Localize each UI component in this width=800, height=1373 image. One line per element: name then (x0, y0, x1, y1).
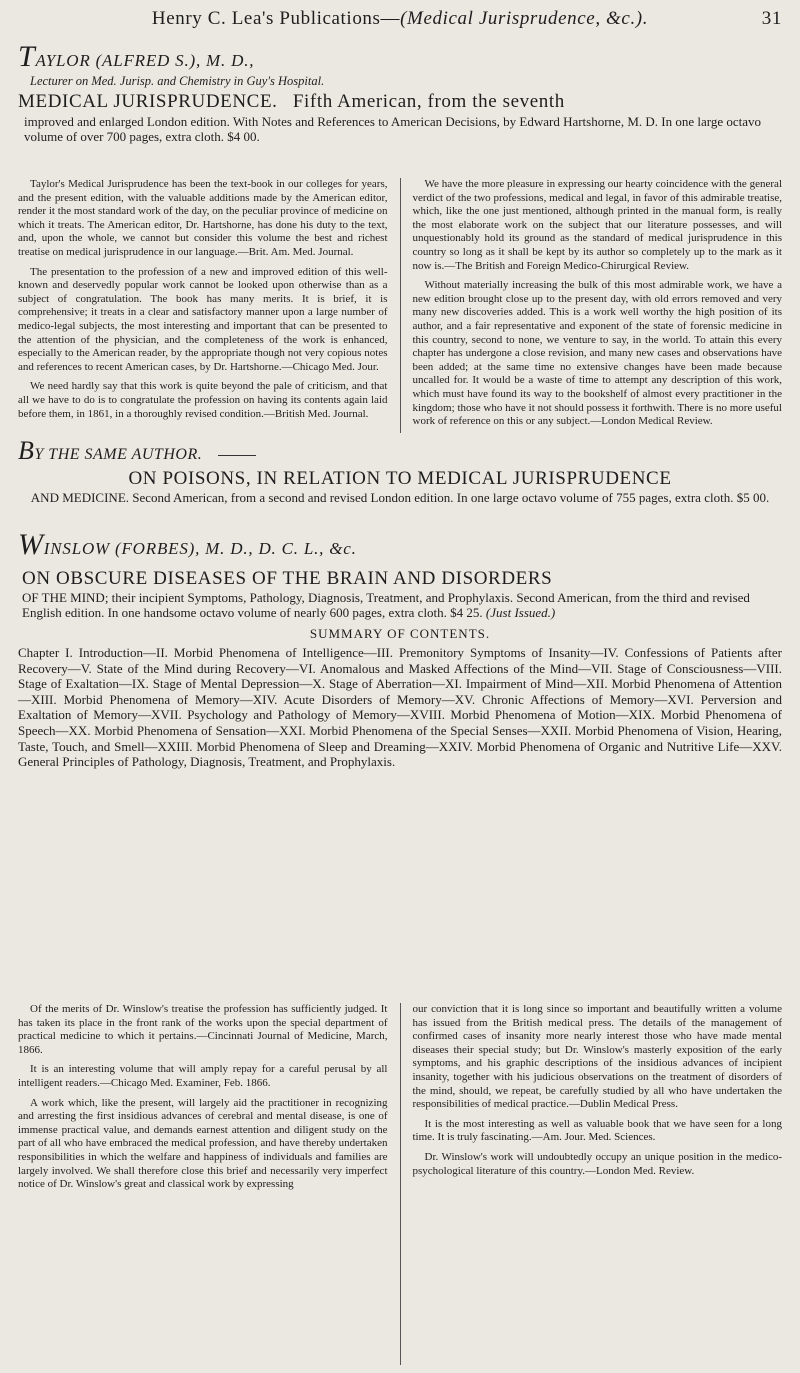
taylor-details: improved and enlarged London edition. With Notes and References to American Decisions, by Edward Hartshorne, M. D. In one large octavo volume of over 700 pages, extra cloth. $4 00. (24, 114, 762, 144)
summary-heading: SUMMARY OF CONTENTS. (309, 626, 491, 641)
taylor-author (18, 40, 782, 74)
taylor-position: Lecturer on Med. Jurisp. and Chemistry in Guy's Hospital. (30, 74, 325, 88)
review-paragraph: We need hardly say that this work is quite beyond the pale of criticism, and that all we have to do is to congratulate the profession on having its contents again laid before them, in 1861, in a thoroughly revised condition.—British Med. Journal. (18, 380, 388, 420)
review-paragraph: our conviction that it is long since so important and beautifully written a volume has issued from the British medical press. The details of the management of confirmed cases of insanity more nearly interest those who have made mental diseases their special study; but Dr. Winslow's masterly exposition of the early symptoms, and his graphic descriptions of the insidious advances of incipient insanity, together with his judicious observations on the treatment of disorders of the mind, should, we repeat, be carefully studied by all who have undertaken the responsibilities of medical practice.—Dublin Medical Press. (412, 1003, 782, 1111)
review-paragraph: Taylor's Medical Jurisprudence has been the text-book in our colleges for years, and the present edition, with the valuable additions made by the American editor, render it the most standard work of the day, on the peculiar province of medicine on which it treats. The American editor, Dr. Hartshorne, has done his duty to the text, and, upon the whole, we cannot but consider this volume the best and richest treatise on medical jurisprudence in our language.—Brit. Am. Med. Journal. (18, 178, 388, 258)
winslow-entry (18, 528, 782, 770)
taylor-reviews (18, 178, 782, 433)
page-number: 31 (761, 8, 782, 29)
review-paragraph: We have the more pleasure in expressing our hearty coincidence with the general verdict of the two professions, medical and legal, in favor of this admirable treatise, which, like the one just mentioned, although printed in the manual form, is really the most elaborate work on the subject that our literature possesses, and will unquestionably hold its ground as the standard of medical jurisprudence in this country so long as it shall be kept by its author so completely up to the mark as it now is.—The British and Foreign Medico-Chirurgical Review. (412, 178, 782, 272)
poisons-title: ON POISONS, IN RELATION TO MEDICAL JURISPRUDENCE (128, 468, 672, 489)
review-paragraph: A work which, like the present, will largely aid the practitioner in recognizing and arresting the first insidious advances of cerebral and mental disease, is one of immense practical value, and demands earnest attention and diligent study on the part of all who have embraced the medical profession, and have thereby undertaken responsibilities in which the welfare and happiness of individuals and families are largely involved. We shall therefore close this brief and necessarily very imperfect notice of Dr. Winslow's great and classical work by expressing (18, 1096, 388, 1191)
winslow-review-column-right (413, 1003, 783, 1365)
review-paragraph: Dr. Winslow's work will undoubtedly occupy an unique position in the medico-psychological literature of this country.—London Med. Review. (412, 1150, 782, 1177)
winslow-book-title: ON OBSCURE DISEASES OF THE BRAIN AND DISORDERS (22, 568, 553, 589)
section-heading: (Medical Jurisprudence, &c.). (400, 8, 649, 29)
summary-contents: Chapter I. Introduction—II. Morbid Phenomena of Intelligence—III. Premonitory Symptoms of Insanity—IV. Confessions of Patients after Recovery—V. State of the Mind during Recovery—VI. Anomalous and Masked Affections of the Mind—VII. Stage of Consciousness—VIII. Stage of Exaltation—IX. Stage of Mental Depression—X. Stage of Aberration—XI. Impairment of Mind—XII. Morbid Phenomena of Attention—XIII. Morbid Phenomena of Memory—XIV. Acute Disorders of Memory—XV. Chronic Affections of Memory—XVI. Perversion and Exaltation of Memory—XVII. Psychology and Pathology of Memory—XVIII. Morbid Phenomena of Motion—XIX. Morbid Phenomena of Speech—XX. Morbid Phenomena of Sensation—XXI. Morbid Phenomena of the Special Senses—XXII. Morbid Phenomena of Vision, Hearing, Taste, Touch, and Smell—XXIII. Morbid Phenomena of Sleep and Dreaming—XXIV. Morbid Phenomena of Organic and Nutritive Life—XXV. General Principles of Pathology, Diagnosis, Treatment, and Prophylaxis. (18, 645, 782, 770)
winslow-detail-text: OF THE MIND; their incipient Symptoms, Pathology, Diagnosis, Treatment, and Prophylaxis. Second American, from the third and revised English edition. In one handsome octavo volume of nearly 600 pages, extra cloth. $4 25. (22, 590, 750, 620)
running-head (18, 8, 782, 30)
taylor-review-column-right (413, 178, 783, 433)
winslow-reviews (18, 1003, 782, 1365)
same-author-label: Y THE SAME AUTHOR. (34, 446, 203, 463)
review-paragraph: Without materially increasing the bulk of this most admirable work, we have a new edition brought close up to the present day, with old errors removed and very many new discoveries added. This is a work well worthy the high position of its author, and a fair representative and exponent of the state of forensic medicine in this country, second to none, we venture to say, in the world. To attain this every chapter has undergone a close revision, and many new cases and observations have been added; at the same time no extensive changes have been made because uncalled for. It would be a waste of time to attempt any description of this work, which must have found its way to the bookshelf of almost every practitioner in the kingdom; those who have it not should possess it forthwith. There is no more useful work of reference on this or any subject.—London Medical Review. (412, 279, 782, 428)
review-paragraph: Of the merits of Dr. Winslow's treatise the profession has sufficiently judged. It has taken its place in the front rank of the works upon the special department of practical medicine to which it pertains.—Cincinnati Journal of Medicine, March, 1866. (18, 1003, 388, 1056)
review-paragraph: It is the most interesting as well as valuable book that we have seen for a long time. It is truly fascinating.—Am. Jour. Med. Sciences. (412, 1117, 782, 1144)
taylor-title-line (18, 91, 782, 113)
drop-initial-w: W (18, 528, 44, 561)
taylor-edition: Fifth American, from the seventh (292, 91, 565, 112)
publisher-heading: Henry C. Lea's Publications— (151, 8, 401, 29)
poisons-details: AND MEDICINE. Second American, from a second and revised London edition. In one large octavo volume of 755 pages, extra cloth. $5 00. (30, 490, 770, 505)
taylor-book-title: MEDICAL JURISPRUDENCE. (18, 91, 278, 112)
taylor-name: AYLOR (ALFRED S.), M. D., (35, 51, 255, 70)
column-divider (400, 1003, 401, 1365)
review-paragraph: It is an interesting volume that will amply repay for a careful perusal by all intelligent readers.—Chicago Med. Examiner, Feb. 1866. (18, 1063, 388, 1089)
winslow-name: INSLOW (FORBES), M. D., D. C. L., &c. (43, 539, 357, 558)
heading-rule (218, 455, 256, 456)
drop-initial-t: T (18, 40, 36, 73)
same-author-heading (18, 436, 782, 466)
winslow-review-column-left (18, 1003, 388, 1365)
taylor-entry (18, 40, 782, 144)
winslow-details (22, 590, 782, 620)
same-author-entry (18, 436, 782, 505)
just-issued-note: (Just Issued.) (485, 605, 556, 620)
drop-initial-b: B (18, 436, 35, 465)
taylor-review-column-left (18, 178, 388, 433)
review-paragraph: The presentation to the profession of a new and improved edition of this well-known and deservedly popular work cannot be looked upon otherwise than as a subject of congratulation. The book has many merits. It is brief, it is comprehensive; it treats in a clear and satisfactory manner upon a large number of medico-legal subjects, the most interesting and important that can be presented to the attention of the physician, and the completeness of the work is enhanced, especially to the American reader, by the appropriate though not very copious notes and references to recent American cases, by Dr. Hartshorne.—Chicago Med. Jour. (18, 265, 388, 373)
column-divider (400, 178, 401, 433)
winslow-author (18, 528, 782, 562)
